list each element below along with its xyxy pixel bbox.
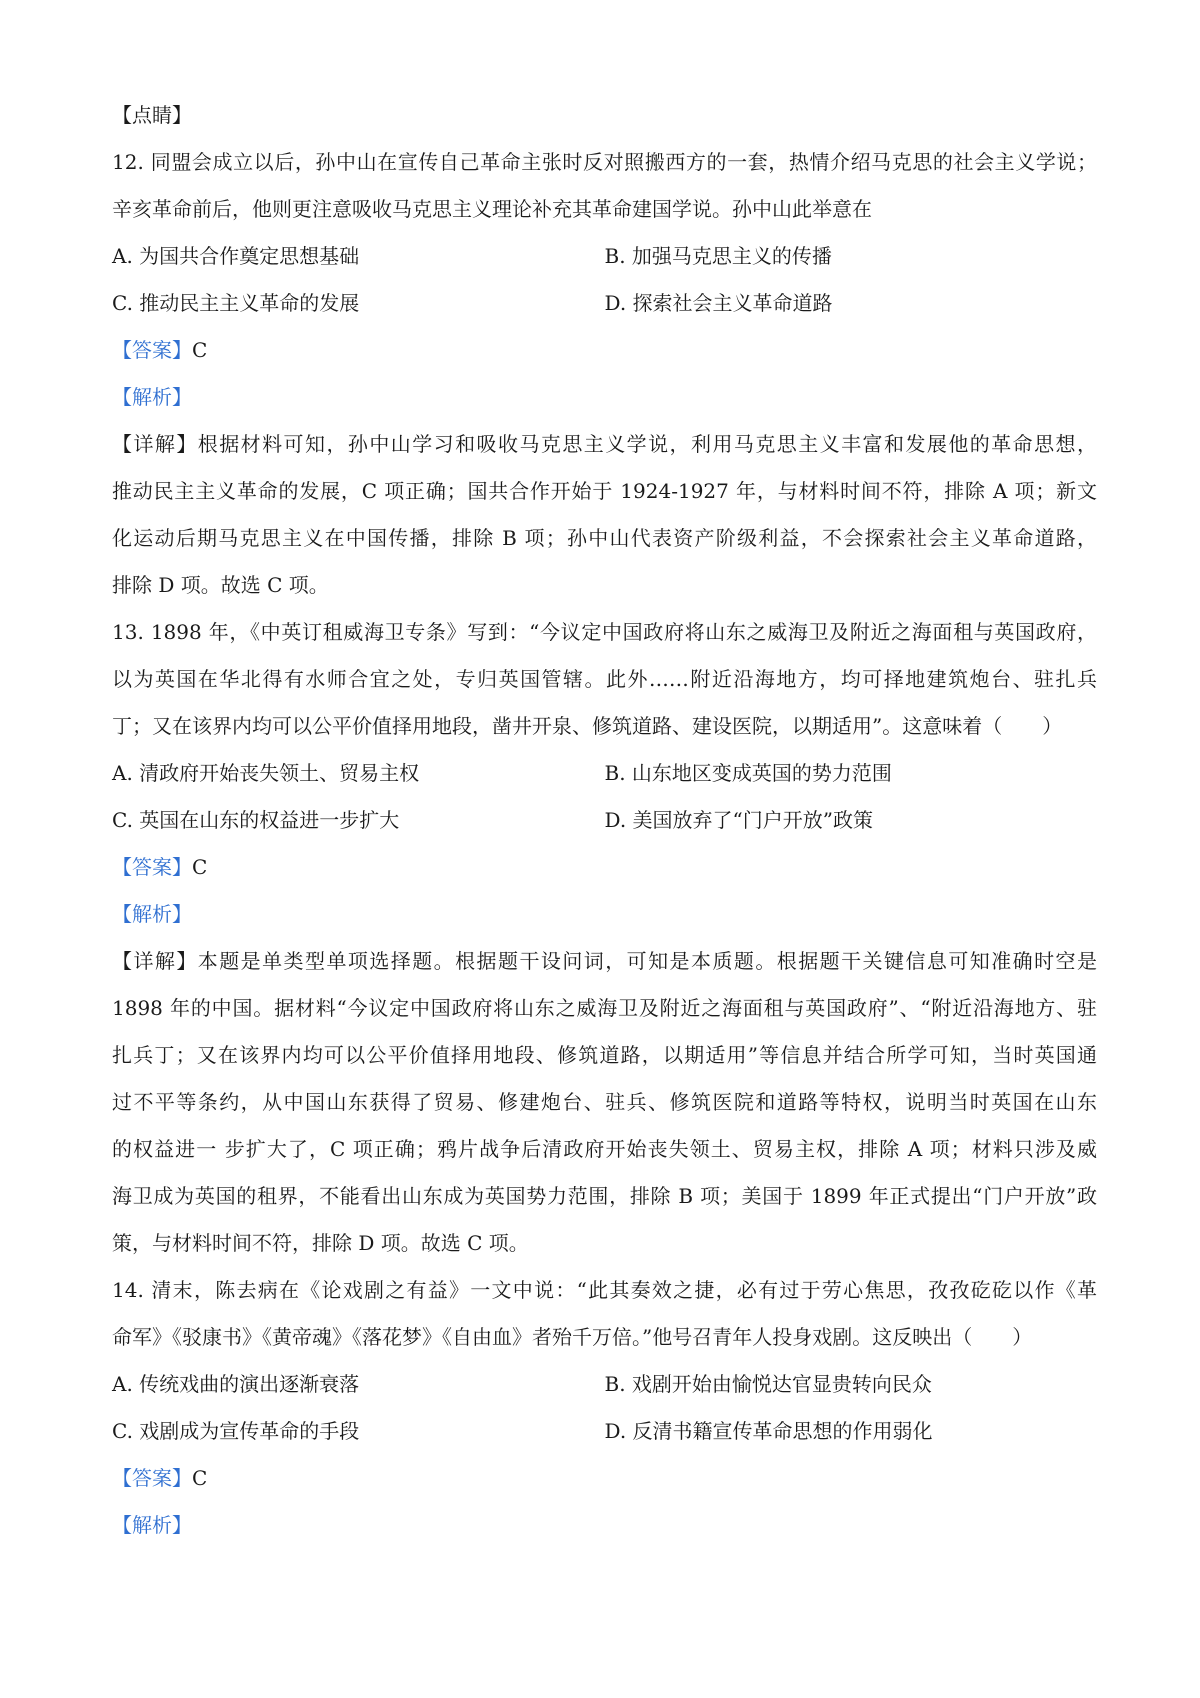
detail-line: 化运动后期马克思主义在中国传播，排除 B 项；孙中山代表资产阶级利益，不会探索社会主义革命道路， [112, 526, 1097, 550]
question-14-stem-line-2: 命军》《驳康书》《黄帝魂》《落花梦》《自由血》者殆千万倍。”他号召青年人投身戏剧。这反映出（ ） [112, 1325, 1033, 1349]
question-13-option-a: A. 清政府开始丧失领土、贸易主权 [112, 761, 420, 785]
detail-line [112, 938, 1097, 985]
answer-label: 【答案】 [112, 855, 192, 879]
detail-line: 扎兵丁；又在该界内均可以公平价值择用地段、修筑道路，以期适用”等信息并结合所学可知，当时英国通 [112, 1043, 1097, 1067]
question-12-options-row-2 [112, 280, 1097, 327]
document-content [112, 92, 1097, 1549]
question-13-answer [112, 844, 1097, 891]
question-12-stem-line-2: 辛亥革命前后，他则更注意吸收马克思主义理论补充其革命建国学说。孙中山此举意在 [112, 197, 872, 221]
answer-value: C [192, 338, 208, 362]
question-14-options-row-2 [112, 1408, 1097, 1455]
question-14-analysis-label: 【解析】 [112, 1513, 192, 1537]
question-14-option-d: D. 反清书籍宣传革命思想的作用弱化 [604, 1419, 933, 1443]
detail-line: 推动民主主义革命的发展，C 项正确；国共合作开始于 1924-1927 年，与材料时间不符，排除 A 项；新文 [112, 479, 1097, 503]
question-12-analysis-label: 【解析】 [112, 385, 192, 409]
question-13-analysis-label: 【解析】 [112, 902, 192, 926]
question-14-option-a: A. 传统戏曲的演出逐渐衰落 [112, 1372, 360, 1396]
detail-line: 过不平等条约，从中国山东获得了贸易、修建炮台、驻兵、修筑医院和道路等特权，说明当时英国在山东 [112, 1090, 1097, 1114]
detail-text: 根据材料可知，孙中山学习和吸收马克思主义学说，利用马克思主义丰富和发展他的革命思想， [197, 432, 1098, 456]
detail-label: 【详解】 [112, 949, 198, 973]
answer-value: C [192, 1466, 208, 1490]
question-13-stem-line-3: 丁；又在该界内均可以公平价值择用地段，凿井开泉、修筑道路、建设医院，以期适用”。这意味着（ ） [112, 714, 1063, 738]
question-13-stem-line-2: 以为英国在华北得有水师合宜之处，专归英国管辖。此外……附近沿海地方，均可择地建筑炮台、驻扎兵 [112, 667, 1097, 691]
dianjing-label: 【点睛】 [112, 103, 192, 127]
question-12-detail [112, 421, 1097, 609]
question-12-stem-line-1: 12. 同盟会成立以后，孙中山在宣传自己革命主张时反对照搬西方的一套，热情介绍马克思的社会主义学说； [112, 150, 1097, 174]
question-13-options-row-1 [112, 750, 1097, 797]
detail-line [112, 421, 1097, 468]
question-13-option-d: D. 美国放弃了“门户开放”政策 [604, 808, 873, 832]
question-14-options-row-1 [112, 1361, 1097, 1408]
detail-line: 排除 D 项。故选 C 项。 [112, 573, 329, 597]
question-13-option-c: C. 英国在山东的权益进一步扩大 [112, 808, 400, 832]
question-13-stem-line-1: 13. 1898 年，《中英订租威海卫专条》写到：“今议定中国政府将山东之威海卫及附近之海面租与英国政府， [112, 620, 1097, 644]
question-12 [112, 139, 1097, 609]
question-12-option-d: D. 探索社会主义革命道路 [604, 291, 833, 315]
detail-line: 的权益进一 步扩大了，C 项正确；鸦片战争后清政府开始丧失领土、贸易主权，排除 A 项；材料只涉及威 [112, 1137, 1097, 1161]
detail-label: 【详解】 [112, 432, 198, 456]
question-12-option-b: B. 加强马克思主义的传播 [604, 244, 832, 268]
question-14-option-c: C. 戏剧成为宣传革命的手段 [112, 1419, 360, 1443]
question-14-answer [112, 1455, 1097, 1502]
detail-text: 本题是单类型单项选择题。根据题干设问词，可知是本质题。根据题干关键信息可知准确时空是 [197, 949, 1098, 973]
question-12-options-row-1 [112, 233, 1097, 280]
question-13-option-b: B. 山东地区变成英国的势力范围 [604, 761, 892, 785]
question-14-option-b: B. 戏剧开始由愉悦达官显贵转向民众 [604, 1372, 932, 1396]
detail-line: 1898 年的中国。据材料“今议定中国政府将山东之威海卫及附近之海面租与英国政府”、“附近沿海地方、驻 [112, 996, 1097, 1020]
answer-label: 【答案】 [112, 338, 192, 362]
answer-value: C [192, 855, 208, 879]
question-14-stem-line-1: 14. 清末，陈去病在《论戏剧之有益》一文中说：“此其奏效之捷，必有过于劳心焦思，孜孜矻矻以作《革 [112, 1278, 1097, 1302]
question-12-option-c: C. 推动民主主义革命的发展 [112, 291, 360, 315]
detail-line: 策，与材料时间不符，排除 D 项。故选 C 项。 [112, 1231, 529, 1255]
question-12-answer [112, 327, 1097, 374]
question-13 [112, 609, 1097, 1267]
question-14 [112, 1267, 1097, 1549]
question-13-detail [112, 938, 1097, 1267]
question-12-option-a: A. 为国共合作奠定思想基础 [112, 244, 360, 268]
detail-line: 海卫成为英国的租界，不能看出山东成为英国势力范围，排除 B 项；美国于 1899 年正式提出“门户开放”政 [112, 1184, 1097, 1208]
question-13-options-row-2 [112, 797, 1097, 844]
answer-label: 【答案】 [112, 1466, 192, 1490]
